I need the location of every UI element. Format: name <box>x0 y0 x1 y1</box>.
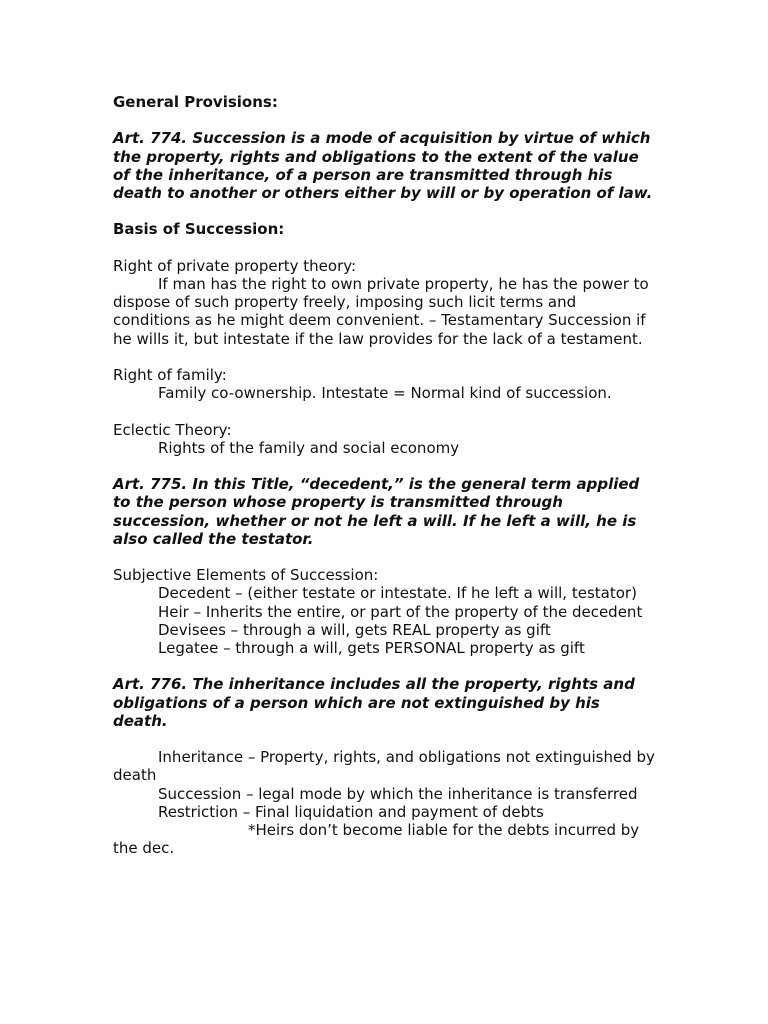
subjective-elements-title: Subjective Elements of Succession: <box>113 566 379 585</box>
general-provisions-heading: General Provisions: <box>113 93 278 111</box>
private-property-theory-title: Right of private property theory: <box>113 256 357 275</box>
definition-restriction: Restriction – Final liquidation and payment of debts <box>158 802 544 821</box>
definition-succession: Succession – legal mode by which the inheritance is transferred <box>158 784 638 803</box>
right-of-family-title: Right of family: <box>113 365 227 384</box>
document-page <box>113 93 658 857</box>
subjective-element-heir: Heir – Inherits the entire, or part of the property of the decedent <box>158 602 643 621</box>
subjective-element-legatee: Legatee – through a will, gets PERSONAL property as gift <box>158 638 585 657</box>
article-776: Art. 776. The inheritance includes all the property, rights and obligations of a person which are not extinguished by his death. <box>113 675 635 730</box>
definition-inheritance: Inheritance – Property, rights, and obligations not extinguished by death <box>113 748 655 785</box>
basis-of-succession-heading: Basis of Succession: <box>113 220 285 239</box>
private-property-theory-body: If man has the right to own private property, he has the power to dispose of such property freely, imposing such licit terms and conditions as he might deem convenient. – Testamentary Succession if he wills it, but intestate if the law provides for the lack of a testament. <box>113 274 649 348</box>
subjective-element-devisees: Devisees – through a will, gets REAL property as gift <box>158 620 551 639</box>
subjective-element-decedent: Decedent – (either testate or intestate. If he left a will, testator) <box>158 584 637 603</box>
article-774: Art. 774. Succession is a mode of acquisition by virtue of which the property, rights and obligations to the extent of the value of the inheritance, of a person are transmitted through his death to another or others either by will or by operation of law. <box>113 129 653 202</box>
eclectic-theory-body: Rights of the family and social economy <box>158 438 460 457</box>
right-of-family-body: Family co-ownership. Intestate = Normal kind of succession. <box>158 384 612 403</box>
eclectic-theory-title: Eclectic Theory: <box>113 420 232 439</box>
heirs-debt-note: *Heirs don’t become liable for the debts incurred by the dec. <box>113 820 640 858</box>
article-775: Art. 775. In this Title, “decedent,” is the general term applied to the person whose property is transmitted through succession, whether or not he left a will. If he left a will, he is also called the testator. <box>113 475 640 548</box>
